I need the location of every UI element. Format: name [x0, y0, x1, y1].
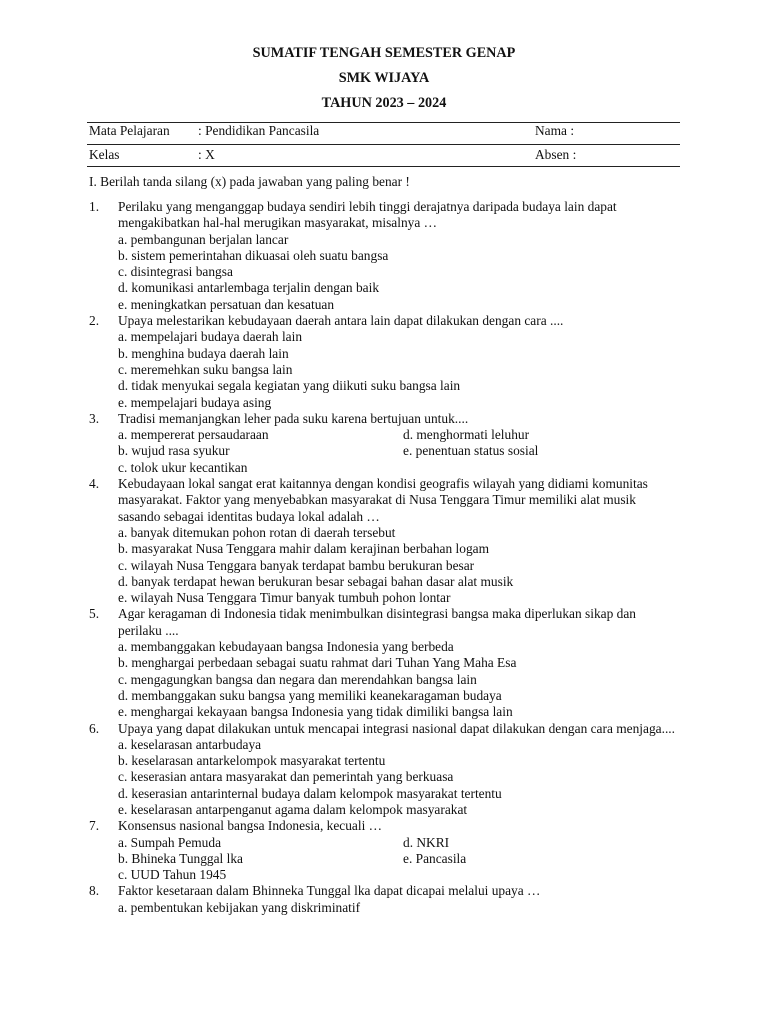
answer-option[interactable]: e. keselarasan antarpenganut agama dalam kelompok masyarakat: [118, 801, 468, 817]
question-number: 6.: [89, 720, 100, 736]
question: [89, 721, 679, 819]
answer-option[interactable]: a. mempererat persaudaraan: [118, 427, 269, 443]
question: [89, 606, 679, 720]
name-label: Nama :: [535, 123, 575, 138]
answer-option[interactable]: c. meremehkan suku bangsa lain: [118, 361, 293, 377]
class-value: : X: [198, 147, 215, 162]
answer-option[interactable]: d. tidak menyukai segala kegiatan yang diikuti suku bangsa lain: [118, 378, 461, 394]
answer-option[interactable]: b. sistem pemerintahan dikuasai oleh suatu bangsa: [118, 247, 389, 263]
answer-option[interactable]: d. keserasian antarinternal budaya dalam kelompok masyarakat tertentu: [118, 785, 502, 801]
answer-option[interactable]: b. masyarakat Nusa Tenggara mahir dalam kerajinan berbahan logam: [118, 541, 490, 557]
empty-cell: [403, 460, 673, 476]
question: [89, 818, 679, 883]
answer-options-grid: [118, 427, 679, 476]
question-list: [89, 199, 679, 916]
question: [89, 476, 679, 606]
question-text: Konsensus nasional bangsa Indonesia, kecuali …: [118, 818, 383, 834]
class-row: [89, 147, 679, 165]
middle-divider: [87, 144, 680, 145]
answer-options-grid: [118, 835, 679, 884]
school-name: SMK WIJAYA: [338, 70, 430, 86]
answer-option[interactable]: a. pembangunan berjalan lancar: [118, 231, 289, 247]
question-number: 8.: [89, 883, 100, 899]
answer-option[interactable]: c. keserasian antara masyarakat dan pemerintah yang berkuasa: [118, 769, 454, 785]
answer-option[interactable]: c. UUD Tahun 1945: [118, 867, 227, 883]
answer-option[interactable]: b. menghargai perbedaan sebagai suatu rahmat dari Tuhan Yang Maha Esa: [118, 655, 517, 671]
answer-option[interactable]: a. banyak ditemukan pohon rotan di daerah tersebut: [118, 524, 396, 540]
answer-option[interactable]: a. mempelajari budaya daerah lain: [118, 329, 303, 345]
question-number: 5.: [89, 606, 100, 622]
question-text: Faktor kesetaraan dalam Bhinneka Tunggal lka dapat dicapai melalui upaya …: [118, 883, 541, 899]
answer-option[interactable]: e. meningkatkan persatuan dan kesatuan: [118, 296, 335, 312]
subject-value: : Pendidikan Pancasila: [198, 123, 320, 138]
answer-option[interactable]: d. menghormati leluhur: [403, 427, 530, 443]
question-number: 7.: [89, 818, 100, 834]
question: [89, 199, 679, 313]
class-label: Kelas: [89, 147, 120, 162]
answer-option[interactable]: c. disintegrasi bangsa: [118, 264, 233, 280]
answer-option[interactable]: e. penentuan status sosial: [403, 443, 539, 459]
subject-label: Mata Pelajaran: [89, 123, 170, 138]
answer-option[interactable]: d. membanggakan suku bangsa yang memiliki keanekaragaman budaya: [118, 687, 502, 703]
exam-title: SUMATIF TENGAH SEMESTER GENAP: [252, 45, 516, 61]
answer-option[interactable]: a. Sumpah Pemuda: [118, 834, 222, 850]
question-text: Upaya melestarikan kebudayaan daerah antara lain dapat dilakukan dengan cara ....: [118, 313, 564, 329]
question-text: Agar keragaman di Indonesia tidak menimbulkan disintegrasi bangsa maka diperlukan sikap dan perilaku ....: [118, 606, 636, 638]
answer-option[interactable]: d. banyak terdapat hewan berukuran besar sebagai bahan dasar alat musik: [118, 573, 514, 589]
empty-cell: [403, 867, 673, 883]
absen-label: Absen :: [535, 147, 577, 162]
bottom-divider: [87, 166, 680, 167]
answer-option[interactable]: e. menghargai kekayaan bangsa Indonesia yang tidak dimiliki bangsa lain: [118, 704, 513, 720]
question: [89, 883, 679, 916]
answer-option[interactable]: d. komunikasi antarlembaga terjalin dengan baik: [118, 280, 380, 296]
answer-option[interactable]: d. NKRI: [403, 834, 450, 850]
answer-option[interactable]: c. wilayah Nusa Tenggara banyak terdapat bambu berukuran besar: [118, 557, 475, 573]
answer-option[interactable]: a. membanggakan kebudayaan bangsa Indonesia yang berbeda: [118, 639, 454, 655]
subject-row: [89, 123, 679, 141]
answer-option[interactable]: a. keselarasan antarbudaya: [118, 736, 262, 752]
question-text: Perilaku yang menganggap budaya sendiri lebih tinggi derajatnya daripada budaya lain dapat mengakibatkan hal-hal merugikan masyarakat, misalnya …: [118, 199, 617, 231]
answer-option[interactable]: c. tolok ukur kecantikan: [118, 459, 248, 475]
answer-option[interactable]: a. pembentukan kebijakan yang diskriminatif: [118, 899, 361, 915]
answer-option[interactable]: b. menghina budaya daerah lain: [118, 345, 289, 361]
exam-header: [0, 44, 768, 119]
question-number: 4.: [89, 476, 100, 492]
question: [89, 313, 679, 411]
question-text: Kebudayaan lokal sangat erat kaitannya dengan kondisi geografis wilayah yang didiami komunitas masyarakat. Faktor yang menyebabkan masyarakat di Nusa Tenggara Timur memiliki alat musik sasando sebagai identitas budaya lokal adalah …: [118, 476, 648, 524]
answer-option[interactable]: e. Pancasila: [403, 850, 467, 866]
answer-option[interactable]: b. Bhineka Tunggal lka: [118, 850, 243, 866]
question-text: Tradisi memanjangkan leher pada suku karena bertujuan untuk....: [118, 410, 469, 426]
answer-option[interactable]: b. wujud rasa syukur: [118, 443, 230, 459]
answer-option[interactable]: b. keselarasan antarkelompok masyarakat tertentu: [118, 753, 386, 769]
question-number: 3.: [89, 410, 100, 426]
answer-option[interactable]: e. wilayah Nusa Tenggara Timur banyak tumbuh pohon lontar: [118, 590, 451, 606]
answer-option[interactable]: e. mempelajari budaya asing: [118, 394, 272, 410]
question-text: Upaya yang dapat dilakukan untuk mencapai integrasi nasional dapat dilakukan dengan cara menjaga....: [118, 720, 675, 736]
instruction: I. Berilah tanda silang (x) pada jawaban yang paling benar !: [89, 174, 410, 189]
question-number: 1.: [89, 199, 100, 214]
academic-year: TAHUN 2023 – 2024: [321, 95, 447, 111]
question: [89, 411, 679, 476]
answer-option[interactable]: c. mengagungkan bangsa dan negara dan merendahkan bangsa lain: [118, 671, 477, 687]
question-number: 2.: [89, 313, 100, 329]
